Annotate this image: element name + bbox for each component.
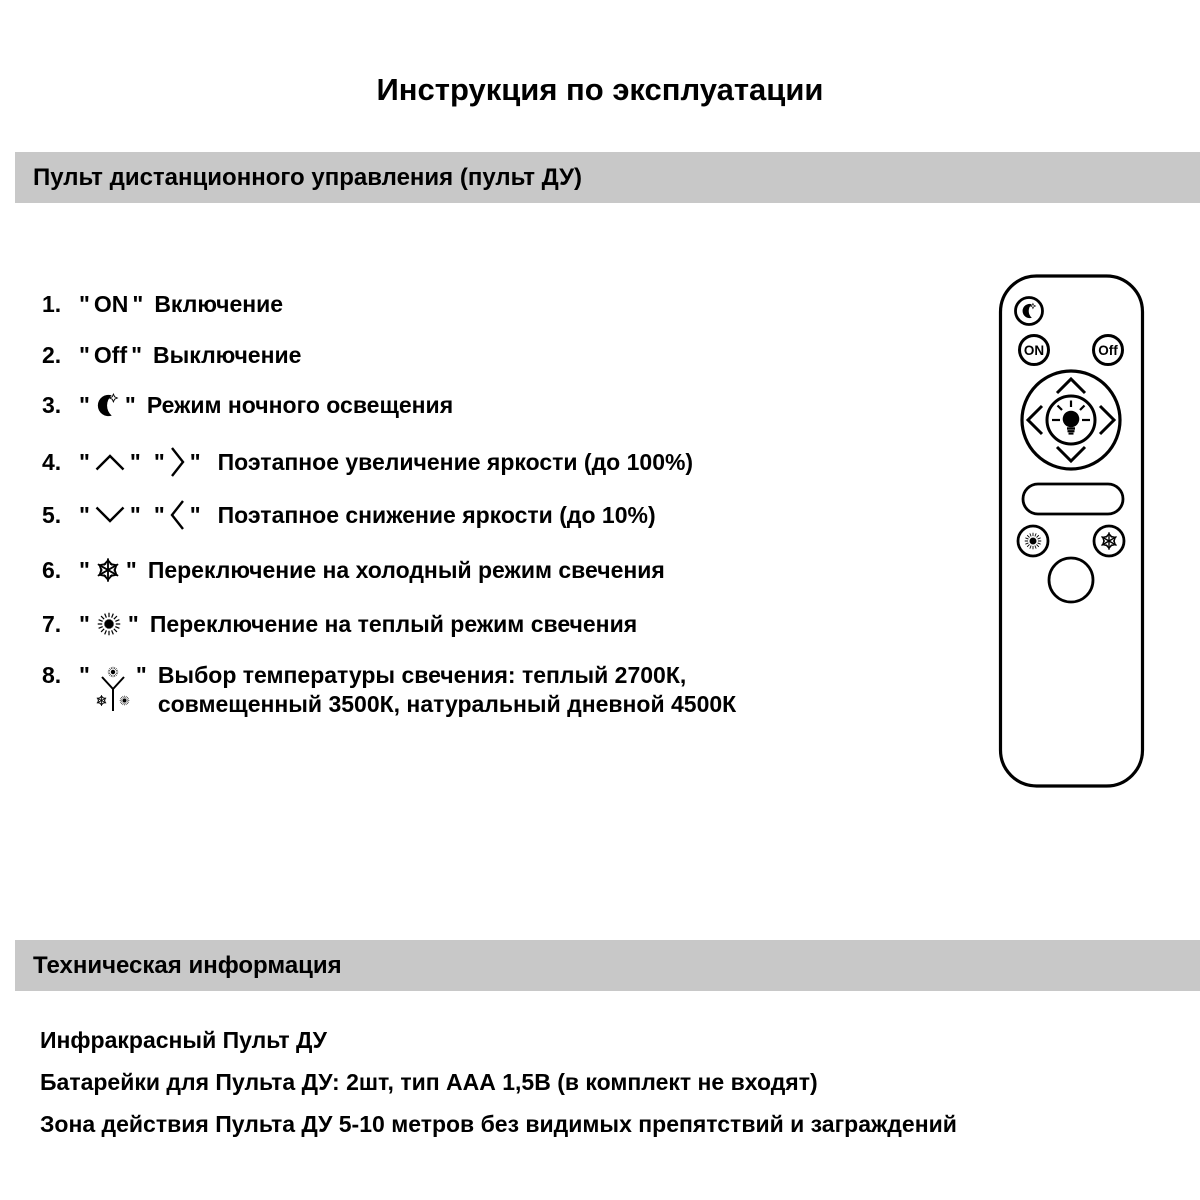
tech-line-range: Зона действия Пульта ДУ 5-10 метров без видимых препятствий и заграждений	[40, 1111, 957, 1137]
list-item-on	[42, 284, 283, 324]
quote-mark: "	[135, 662, 147, 688]
list-item-brightness-down	[42, 495, 656, 535]
chevron-right-icon	[169, 445, 186, 479]
quote-mark: "	[127, 610, 139, 637]
chevron-up-icon	[94, 452, 126, 472]
item-number: 4.	[42, 448, 62, 475]
section-heading-tech-label: Техническая информация	[33, 951, 342, 979]
remote-off-label: Off	[1098, 343, 1118, 358]
list-item-off	[42, 335, 301, 375]
item-text-line-2: совмещенный 3500К, натуральный дневной 4500К	[157, 691, 737, 717]
quote-mark: "	[189, 501, 201, 528]
quote-mark: "	[129, 501, 141, 528]
tech-line-remote-type: Инфракрасный Пульт ДУ	[40, 1027, 327, 1053]
quote-mark: "	[131, 341, 143, 368]
list-item-night-mode	[42, 385, 453, 425]
item-number: 3.	[42, 391, 62, 418]
item-text: Переключение на холодный режим свечения	[147, 556, 665, 583]
chevron-left-icon	[169, 498, 186, 532]
quote-mark: "	[79, 556, 90, 583]
tech-info-block	[40, 1019, 957, 1145]
color-temperature-select-icon	[94, 664, 132, 714]
quote-mark: "	[129, 448, 141, 475]
quote-mark: "	[79, 448, 90, 475]
quote-mark: "	[79, 610, 90, 637]
item-number: 6.	[42, 556, 62, 583]
quote-mark: "	[79, 391, 90, 418]
item-text: Поэтапное снижение яркости (до 10%)	[217, 501, 656, 528]
quote-mark: "	[189, 448, 201, 475]
on-button-label: ON	[93, 290, 129, 317]
item-text-line-1: Выбор температуры свечения: теплый 2700К,	[157, 662, 687, 688]
item-text: Переключение на теплый режим свечения	[149, 610, 638, 637]
page-title: Инструкция по эксплуатации	[376, 72, 824, 107]
item-number: 7.	[42, 610, 62, 637]
quote-mark: "	[79, 290, 90, 317]
item-text: Выключение	[153, 341, 302, 368]
item-number: 5.	[42, 501, 62, 528]
list-item-warm-mode	[42, 604, 637, 644]
item-number: 2.	[42, 341, 62, 368]
section-heading-tech	[15, 940, 1200, 991]
remote-control-illustration	[995, 272, 1150, 797]
quote-mark: "	[79, 501, 90, 528]
chevron-down-icon	[94, 505, 126, 525]
sun-icon	[1025, 533, 1042, 550]
item-text	[158, 661, 736, 719]
sun-warm-mode-icon	[94, 609, 124, 639]
list-item-cold-mode	[42, 550, 665, 590]
quote-mark: "	[125, 556, 137, 583]
moon-night-mode-icon	[94, 392, 121, 419]
item-number: 1.	[42, 290, 62, 317]
item-text: Поэтапное увеличение яркости (до 100%)	[217, 448, 694, 475]
off-button-label: Off	[93, 341, 128, 368]
quote-mark: "	[124, 391, 136, 418]
remote-on-label: ON	[1023, 343, 1045, 358]
list-item-brightness-up	[42, 442, 693, 482]
item-number: 8.	[42, 662, 62, 688]
section-heading-remote	[15, 152, 1200, 203]
item-text: Режим ночного освещения	[146, 391, 454, 418]
snowflake-cold-mode-icon	[94, 556, 122, 584]
section-heading-remote-label: Пульт дистанционного управления (пульт ДУ)	[33, 163, 582, 191]
quote-mark: "	[79, 662, 90, 688]
list-item-color-temperature	[42, 661, 736, 719]
item-text: Включение	[154, 290, 284, 317]
quote-mark: "	[132, 290, 144, 317]
tech-line-batteries: Батарейки для Пульта ДУ: 2шт, тип ААА 1,5В (в комплект не входят)	[40, 1069, 818, 1095]
quote-mark: "	[153, 448, 165, 475]
quote-mark: "	[153, 501, 165, 528]
quote-mark: "	[79, 341, 90, 368]
